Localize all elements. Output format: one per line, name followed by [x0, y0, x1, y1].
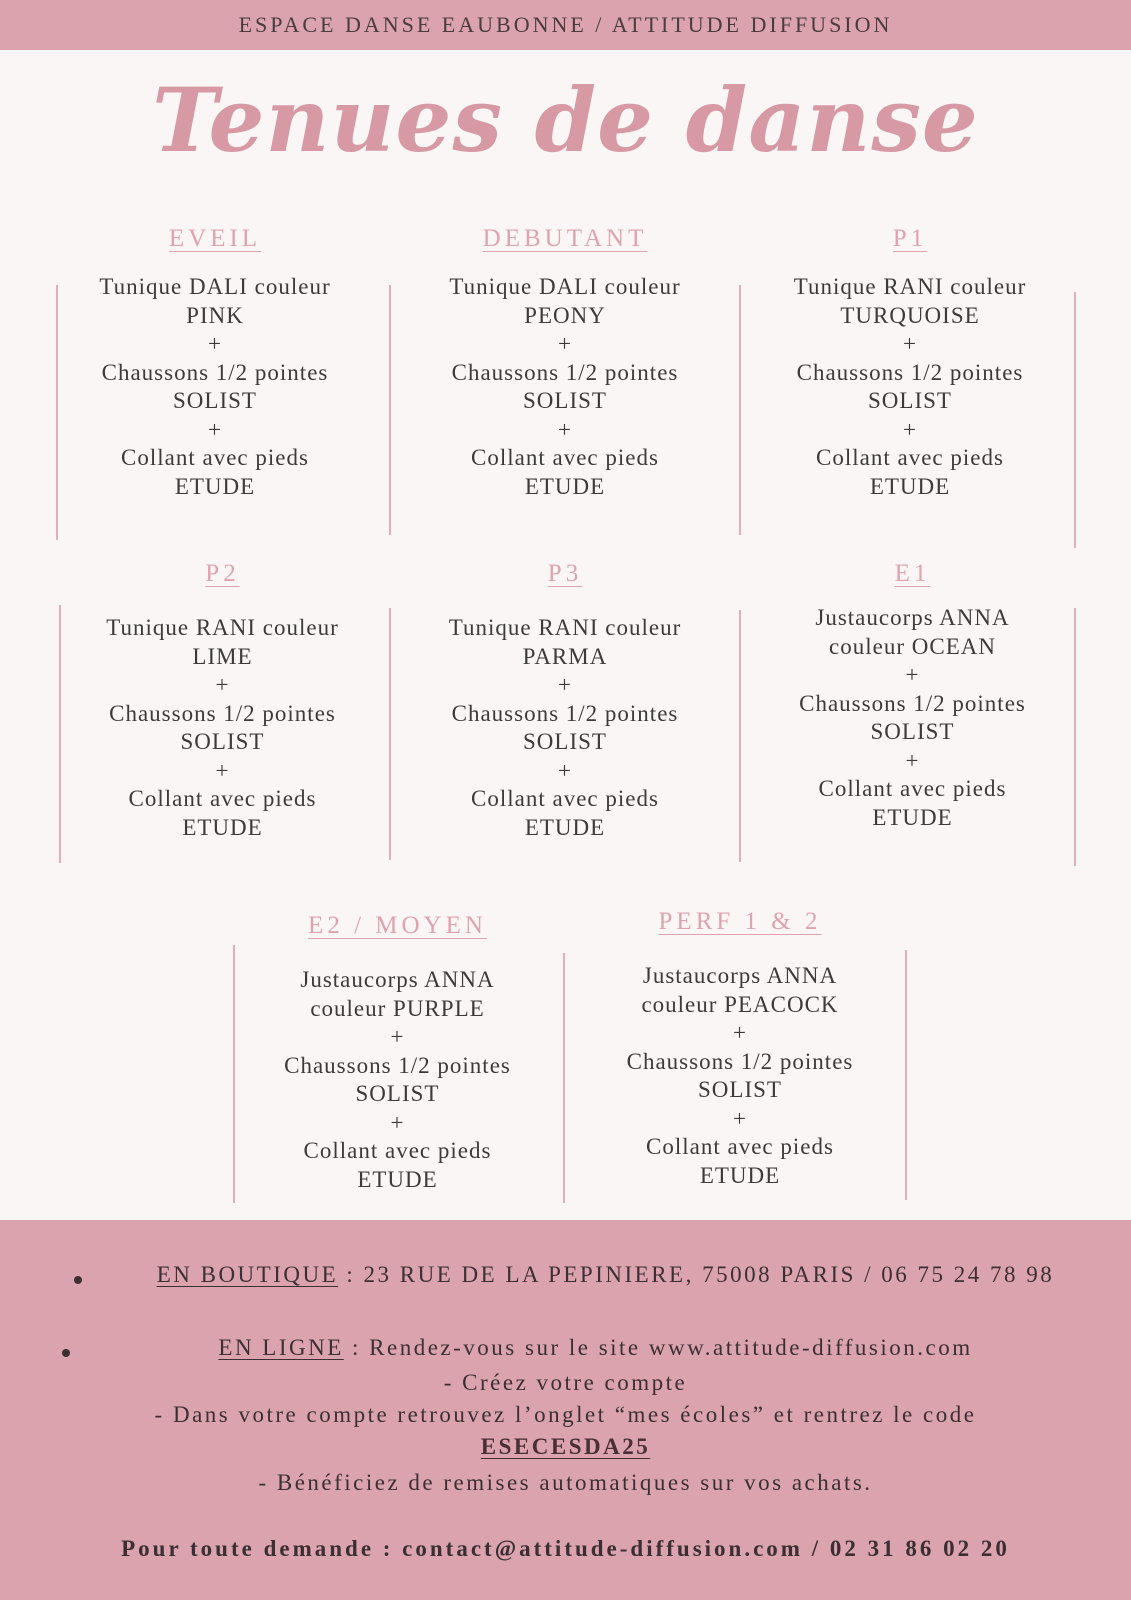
outfit-item-detail: SOLIST: [698, 1077, 782, 1102]
outfit-item-detail: couleur OCEAN: [829, 633, 996, 659]
online-line: [30, 1335, 1131, 1361]
plus-sign: +: [903, 416, 917, 442]
level-outfit: [405, 614, 725, 842]
plus-sign: +: [733, 1105, 747, 1131]
divider-line: [56, 285, 58, 540]
outfit-item-detail: ETUDE: [524, 473, 606, 499]
level-card-p1: [750, 225, 1070, 501]
outfit-item-detail: ETUDE: [357, 1166, 438, 1192]
plus-sign: +: [215, 757, 230, 783]
plus-sign: +: [215, 672, 230, 697]
divider-line: [1074, 292, 1076, 548]
outfit-item: Collant avec pieds: [818, 776, 1007, 801]
outfit-item: Justaucorps ANNA: [815, 605, 1010, 630]
plus-sign: +: [905, 662, 920, 687]
outfit-item-detail: SOLIST: [355, 1081, 440, 1106]
outfit-item-detail: PARMA: [522, 643, 608, 669]
outfit-item: Collant avec pieds: [646, 1134, 834, 1159]
outfit-item: Collant avec pieds: [303, 1138, 492, 1163]
level-heading: DEBUTANT: [482, 225, 648, 252]
outfit-item-detail: ETUDE: [174, 473, 256, 499]
level-card-p3: [405, 560, 725, 842]
plus-sign: +: [558, 672, 572, 697]
divider-line: [233, 945, 235, 1203]
outfit-item: Tunique RANI couleur: [448, 615, 682, 640]
level-outfit: [65, 614, 380, 842]
outfit-item: Tunique DALI couleur: [99, 274, 331, 299]
outfit-item-detail: couleur PEACOCK: [641, 991, 839, 1017]
discount-code-text: ESECESDA25: [480, 1434, 651, 1459]
outfit-item: Collant avec pieds: [816, 445, 1004, 470]
page-title: Tenues de danse: [152, 68, 979, 172]
online-step-1: - Créez votre compte: [443, 1370, 688, 1395]
outfit-item: Justaucorps ANNA: [642, 963, 838, 988]
outfit-item: Justaucorps ANNA: [300, 967, 495, 992]
footer-panel: [0, 1220, 1131, 1600]
outfit-item: Chaussons 1/2 pointes: [626, 1048, 854, 1074]
divider-line: [739, 610, 741, 862]
level-card-eveil: [60, 225, 370, 501]
outfit-item: Chaussons 1/2 pointes: [799, 690, 1026, 716]
level-card-p2: [65, 560, 380, 842]
plus-sign: +: [733, 1020, 747, 1045]
outfit-item-detail: TURQUOISE: [840, 302, 980, 328]
outfit-item-detail: ETUDE: [872, 804, 953, 830]
outfit-item-detail: LIME: [192, 643, 253, 669]
level-card-debutant: [405, 225, 725, 501]
divider-line: [1074, 608, 1076, 866]
level-heading: E1: [894, 560, 931, 587]
outfit-item: Tunique DALI couleur: [449, 274, 681, 299]
outfit-item: Chaussons 1/2 pointes: [451, 700, 679, 726]
outfit-item: Collant avec pieds: [121, 445, 309, 470]
contact-line: Pour toute demande : contact@attitude-diffusion.com / 02 31 86 02 20: [121, 1536, 1010, 1561]
outfit-item-detail: SOLIST: [180, 729, 265, 754]
level-heading: P3: [547, 560, 583, 587]
level-heading: EVEIL: [168, 225, 262, 252]
outfit-item-detail: ETUDE: [524, 814, 606, 840]
divider-line: [563, 953, 565, 1203]
plus-sign: +: [558, 331, 572, 356]
outfit-item-detail: couleur PURPLE: [310, 995, 485, 1021]
outfit-item: Chaussons 1/2 pointes: [284, 1052, 511, 1078]
outfit-item-detail: SOLIST: [868, 388, 952, 413]
level-outfit: [60, 273, 370, 501]
level-card-e2-moyen: [240, 912, 555, 1194]
plus-sign: +: [390, 1109, 405, 1135]
level-heading: E2 / MOYEN: [308, 912, 487, 939]
divider-line: [739, 285, 741, 535]
outfit-item: Chaussons 1/2 pointes: [101, 359, 329, 385]
discount-code: [0, 1434, 1131, 1460]
outfit-item-detail: SOLIST: [523, 388, 607, 413]
outfit-item: Collant avec pieds: [128, 786, 317, 811]
divider-line: [389, 285, 391, 535]
outfit-item: Tunique RANI couleur: [106, 615, 339, 640]
outfit-item-detail: SOLIST: [870, 719, 955, 744]
online-text: : Rendez-vous sur le site www.attitude-diffusion.com: [343, 1335, 973, 1360]
level-card-e1: [755, 560, 1070, 832]
plus-sign: +: [903, 331, 917, 356]
shop-label: EN BOUTIQUE: [156, 1262, 339, 1287]
shop-line: [40, 1262, 1131, 1288]
online-label: EN LIGNE: [218, 1335, 344, 1360]
plus-sign: +: [558, 416, 572, 442]
outfit-item: Chaussons 1/2 pointes: [451, 359, 679, 385]
divider-line: [59, 605, 61, 863]
outfit-item-detail: SOLIST: [173, 388, 257, 413]
shop-address: : 23 RUE DE LA PEPINIERE, 75008 PARIS / 06 75 24 78 98: [338, 1262, 1055, 1287]
plus-sign: +: [208, 416, 222, 442]
plus-sign: +: [558, 757, 572, 783]
level-card-perf: [580, 908, 900, 1190]
outfit-item: Collant avec pieds: [471, 445, 659, 470]
level-heading: P1: [892, 225, 928, 252]
outfit-item: Chaussons 1/2 pointes: [796, 359, 1024, 385]
online-step-2: - Dans votre compte retrouvez l’onglet “mes écoles” et rentrez le code: [154, 1402, 977, 1427]
level-outfit: [755, 604, 1070, 832]
level-outfit: [750, 273, 1070, 501]
banner-text: ESPACE DANSE EAUBONNE / ATTITUDE DIFFUSION: [238, 12, 893, 37]
outfit-item-detail: PINK: [186, 302, 244, 328]
outfit-item: Chaussons 1/2 pointes: [109, 700, 336, 726]
outfit-item-detail: SOLIST: [523, 729, 607, 754]
outfit-item-detail: PEONY: [524, 302, 606, 328]
divider-line: [389, 608, 391, 860]
online-step-3: - Bénéficiez de remises automatiques sur vos achats.: [258, 1470, 873, 1495]
top-banner: [0, 0, 1131, 50]
plus-sign: +: [208, 331, 222, 356]
level-heading: P2: [205, 560, 240, 587]
level-heading: PERF 1 & 2: [658, 908, 822, 935]
divider-line: [905, 950, 907, 1200]
outfit-item-detail: ETUDE: [699, 1162, 781, 1188]
outfit-item: Tunique RANI couleur: [793, 274, 1027, 299]
plus-sign: +: [390, 1024, 405, 1049]
outfit-item: Collant avec pieds: [471, 786, 659, 811]
level-outfit: [405, 273, 725, 501]
outfit-item-detail: ETUDE: [869, 473, 951, 499]
outfit-item-detail: ETUDE: [182, 814, 263, 840]
level-outfit: [580, 962, 900, 1190]
level-outfit: [240, 966, 555, 1194]
plus-sign: +: [905, 747, 920, 773]
